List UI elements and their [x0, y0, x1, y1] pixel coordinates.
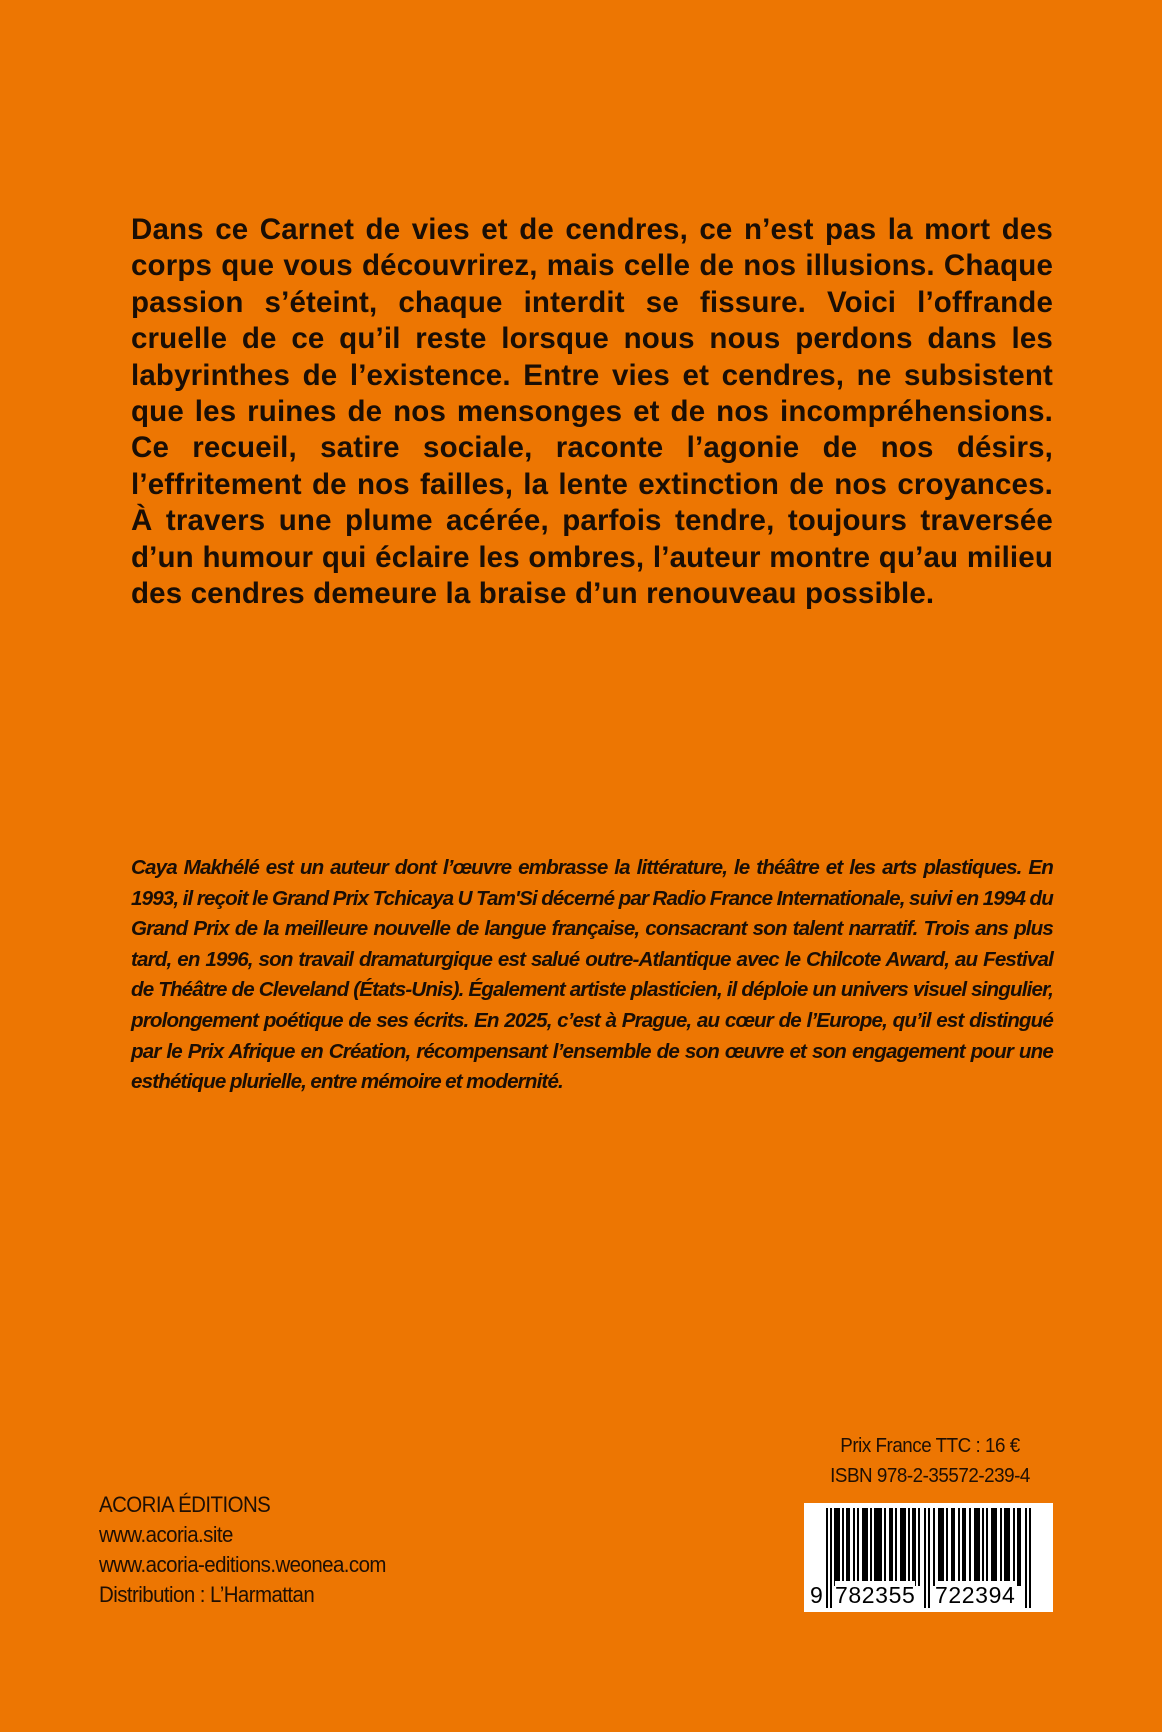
publisher-website-link-alt[interactable]: www.acoria-editions.weonea.com	[99, 1552, 386, 1577]
barcode-digits-right: 722394	[935, 1582, 1016, 1608]
barcode-digits	[804, 1581, 1053, 1609]
price-isbn-block	[798, 1431, 1061, 1491]
back-cover-blurb: Dans ce Carnet de vies et de cendres, ce n’est pas la mort des corps que vous découvrirez, mais celle de nos illusions. Chaque passion s’éteint, chaque interdit se fissure. Voici l’offrande cruelle de ce qu’il reste lorsque nous nous perdons dans les labyrinthes de l’existence. Entre vies et cendres, ne subsistent que les ruines de nos mensonges et de nos incompréhensions. Ce recueil, satire sociale, raconte l’agonie de nos désirs, l’effritement de nos failles, la lente extinction de nos croyances. À travers une plume acérée, parfois tendre, toujours traversée d’un humour qui éclaire les ombres, l’auteur montre qu’au milieu des cendres demeure la braise d’un renouveau possible.	[131, 213, 1053, 611]
publisher-info	[99, 1490, 386, 1610]
author-bio: Caya Makhélé est un auteur dont l’œuvre embrasse la littérature, le théâtre et les arts plastiques. En 1993, il reçoit le Grand Prix Tchicaya U Tam'Si décerné par Radio France Internationale, suivi en 1994 du Grand Prix de la meilleure nouvelle de langue française, consacrant son talent narratif. Trois ans plus tard, en 1996, son travail dramaturgique est salué outre-Atlantique avec le Chilcote Award, au Festival de Théâtre de Cleveland (États-Unis). Également artiste plasticien, il déploie un univers visuel singulier, prolongement poétique de ses écrits. En 2025, c’est à Prague, au cœur de l’Europe, qu’il est distingué par le Prix Afrique en Création, récompensant l’ensemble de son œuvre et son engagement pour une esthétique plurielle, entre mémoire et modernité.	[131, 856, 1053, 1094]
barcode-digits-left: 782355	[835, 1582, 916, 1608]
distribution-info: Distribution : L’Harmattan	[99, 1582, 315, 1607]
isbn-label: ISBN 978-2-35572-239-4	[830, 1465, 1030, 1487]
barcode-digit-first: 9	[810, 1582, 823, 1608]
publisher-name: ACORIA ÉDITIONS	[99, 1492, 271, 1517]
price-label: Prix France TTC : 16 €	[840, 1435, 1020, 1457]
publisher-website-link[interactable]: www.acoria.site	[99, 1522, 233, 1547]
isbn-barcode	[804, 1503, 1053, 1612]
